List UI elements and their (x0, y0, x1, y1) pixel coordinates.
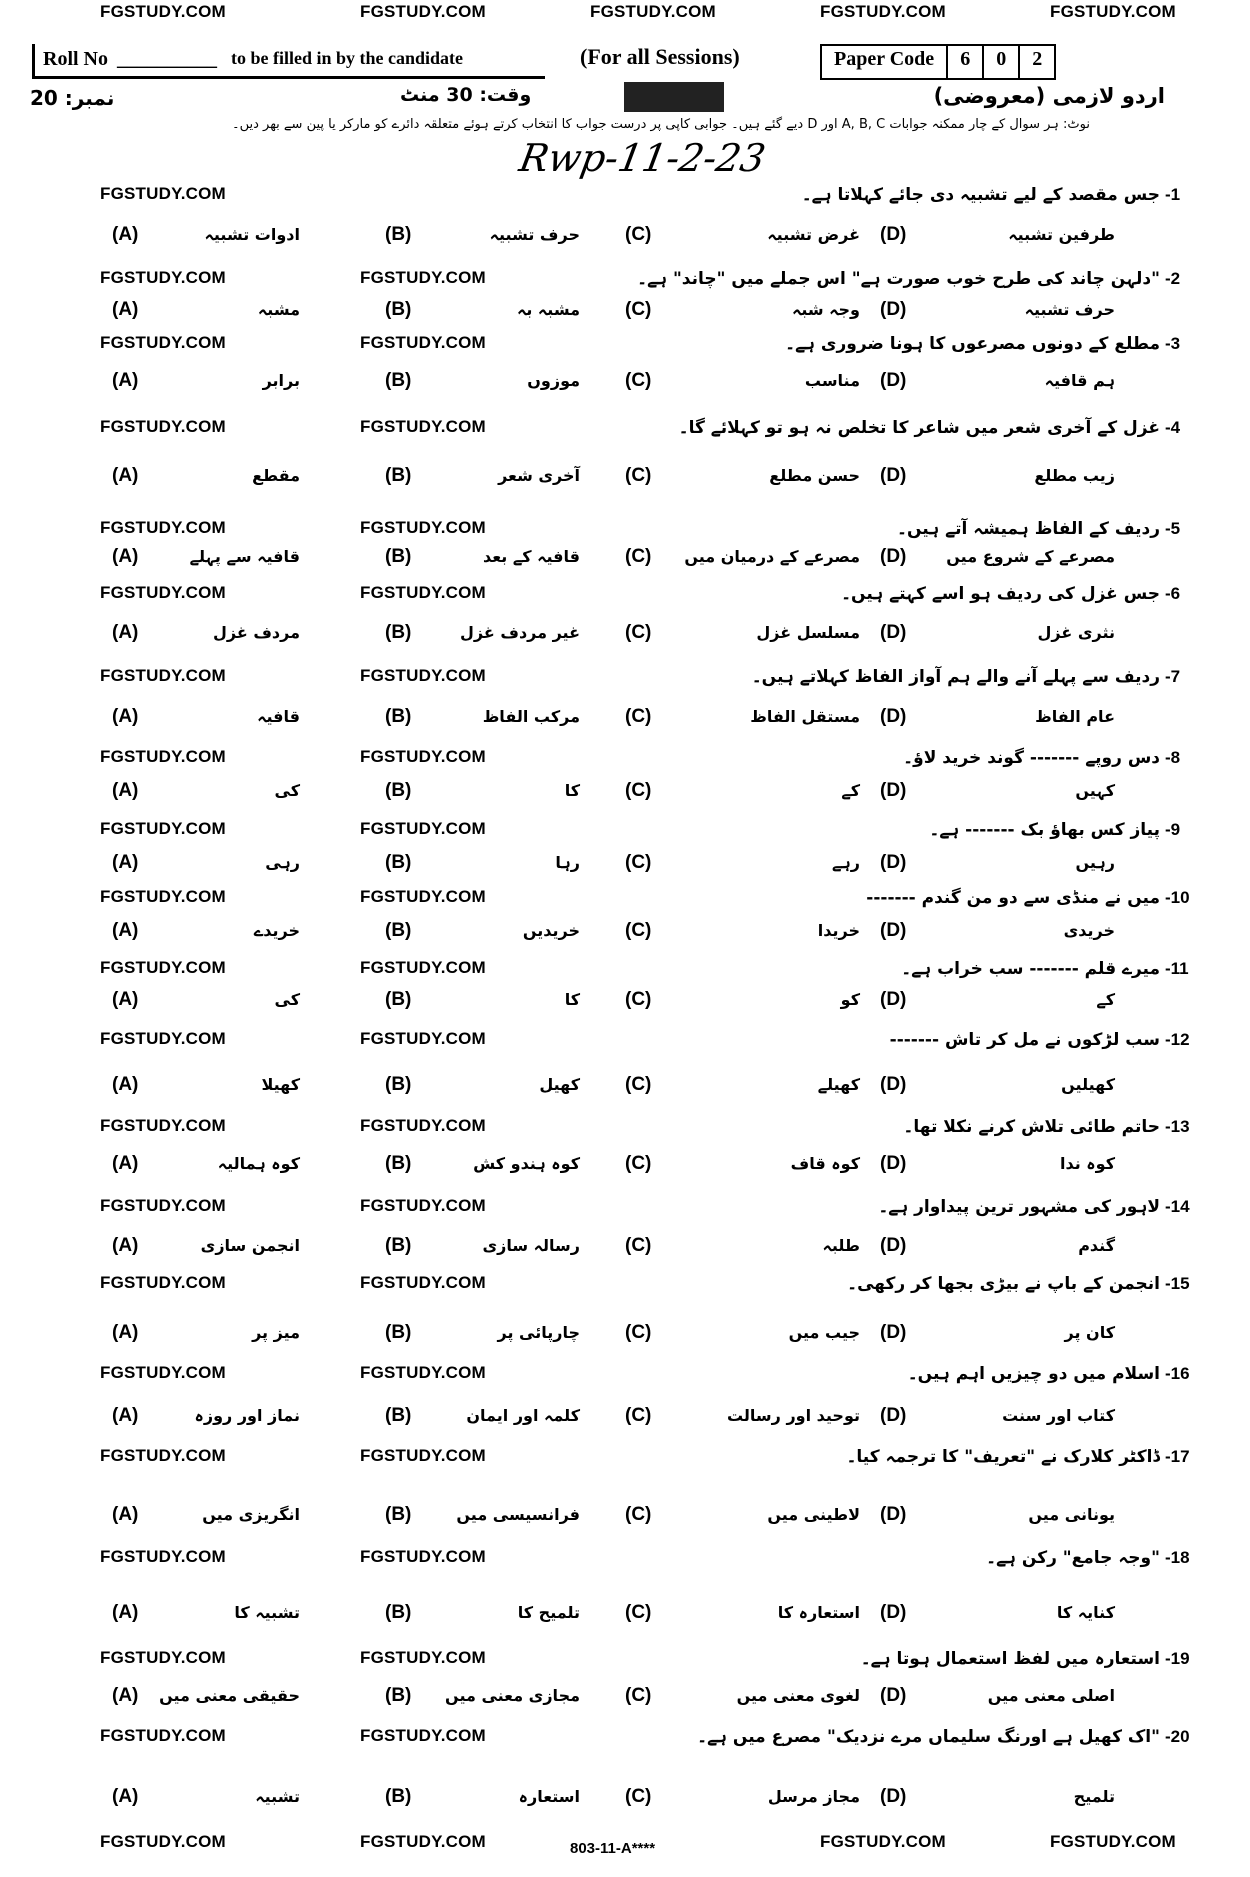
question-number: -14 (1165, 1197, 1190, 1216)
option-text-a: کھیلا (261, 1075, 300, 1094)
option-label-b: (B) (385, 1235, 412, 1256)
option-label-c: (C) (625, 852, 652, 873)
watermark-text: FGSTUDY.COM (820, 1832, 946, 1851)
option-label-a: (A) (112, 224, 139, 245)
option-label-c: (C) (625, 1504, 652, 1525)
roll-no-blank: __________ (117, 48, 217, 70)
option-text-c: مجاز مرسل (767, 1787, 860, 1806)
option-text-b: استعارہ (518, 1787, 580, 1806)
instructions: نوٹ: ہر سوال کے چار ممکنہ جوابات A, B, C اور D دیے گئے ہیں۔ جوابی کاپی پر درست جواب کا انتخاب کرتے ہوئے متعلقہ دائرے کو مارکر یا پین سے بھر دیں۔ (231, 117, 1090, 132)
option-label-c: (C) (625, 1074, 652, 1095)
question-text: میرے قلم ------- سب خراب ہے۔ (901, 959, 1160, 979)
option-label-b: (B) (385, 1602, 412, 1623)
option-label-d: (D) (880, 1235, 907, 1256)
option-text-c: کے (841, 781, 860, 800)
question-number: -10 (1165, 888, 1190, 907)
option-text-a: رہی (265, 853, 300, 872)
watermark-text: FGSTUDY.COM (360, 747, 486, 766)
option-label-a: (A) (112, 920, 139, 941)
watermark-text: FGSTUDY.COM (360, 1363, 486, 1382)
watermark-text: FGSTUDY.COM (100, 819, 226, 838)
option-text-d: کتاب اور سنت (1002, 1406, 1115, 1425)
option-label-a: (A) (112, 1685, 139, 1706)
watermark-text: FGSTUDY.COM (1050, 1832, 1176, 1851)
option-text-d: ہم قافیہ (1044, 371, 1115, 390)
paper-code-digit: 2 (1032, 48, 1043, 70)
option-label-c: (C) (625, 1685, 652, 1706)
option-label-b: (B) (385, 546, 412, 567)
question-text: ردیف سے پہلے آنے والے ہم آواز الفاظ کہلاتے ہیں۔ (751, 667, 1160, 687)
option-text-c: طلبہ (822, 1236, 860, 1255)
option-text-b: مجازی معنی میں (445, 1686, 580, 1705)
option-text-a: مقطع (252, 466, 300, 485)
option-text-a: انجمن سازی (200, 1236, 300, 1255)
option-text-a: تشبیہ کا (234, 1603, 300, 1622)
watermark-text: FGSTUDY.COM (100, 887, 226, 906)
watermark-text: FGSTUDY.COM (360, 1116, 486, 1135)
option-label-c: (C) (625, 1405, 652, 1426)
question-number: -11 (1165, 959, 1189, 978)
watermark-text: FGSTUDY.COM (100, 1363, 226, 1382)
option-text-a: انگریزی میں (202, 1505, 300, 1524)
subject-title: اردو لازمی (معروضی) (933, 84, 1165, 108)
option-text-c: خریدا (817, 921, 860, 940)
question-number: -4 (1165, 418, 1181, 437)
option-text-c: کو (840, 990, 860, 1009)
option-label-d: (D) (880, 706, 907, 727)
option-label-c: (C) (625, 706, 652, 727)
option-label-b: (B) (385, 852, 412, 873)
question-number: -3 (1165, 334, 1181, 353)
paper-code-digit: 6 (948, 46, 984, 78)
watermark-text: FGSTUDY.COM (360, 1832, 486, 1851)
option-text-b: موزوں (527, 371, 580, 390)
option-text-d: کہیں (1075, 781, 1115, 800)
question-text: غزل کے آخری شعر میں شاعر کا تخلص نہ ہو تو کہلائے گا۔ (678, 418, 1160, 438)
roll-no-box (32, 44, 545, 79)
option-label-b: (B) (385, 299, 412, 320)
option-label-a: (A) (112, 1504, 139, 1525)
question-text: "دلہن چاند کی طرح خوب صورت ہے" اس جملے میں "چاند" ہے۔ (637, 269, 1160, 289)
option-label-a: (A) (112, 546, 139, 567)
watermark-text: FGSTUDY.COM (360, 1446, 486, 1465)
footer-code: 803-11-A**** (570, 1840, 656, 1857)
watermark-text: FGSTUDY.COM (100, 1029, 226, 1048)
question-text: سب لڑکوں نے مل کر تاش ------- (889, 1030, 1160, 1050)
question-text: ردیف کے الفاظ ہمیشہ آتے ہیں۔ (897, 519, 1160, 539)
option-label-c: (C) (625, 370, 652, 391)
option-text-d: طرفین تشبیہ (1008, 225, 1115, 244)
option-text-a: مشبہ (257, 300, 300, 319)
question-number: -20 (1165, 1727, 1190, 1746)
watermark-text: FGSTUDY.COM (360, 1273, 486, 1292)
stamp-block (624, 82, 724, 112)
option-text-d: حرف تشبیہ (1024, 300, 1115, 319)
option-label-b: (B) (385, 780, 412, 801)
question-number: -5 (1165, 519, 1181, 538)
option-label-c: (C) (625, 780, 652, 801)
option-label-a: (A) (112, 1405, 139, 1426)
watermark-text: FGSTUDY.COM (360, 666, 486, 685)
watermark-text: FGSTUDY.COM (360, 1029, 486, 1048)
handwritten-note: Rwp-11-2-23 (516, 136, 769, 180)
option-text-d: کنایہ کا (1056, 1603, 1115, 1622)
option-label-a: (A) (112, 1074, 139, 1095)
question-text: اسلام میں دو چیزیں اہم ہیں۔ (907, 1364, 1160, 1384)
question-number: -2 (1165, 269, 1181, 288)
option-text-a: کوہ ہمالیہ (217, 1154, 300, 1173)
question-number: -13 (1165, 1117, 1190, 1136)
option-text-b: کا (564, 781, 580, 800)
option-label-b: (B) (385, 706, 412, 727)
option-text-c: توحید اور رسالت (726, 1406, 860, 1425)
watermark-text: FGSTUDY.COM (100, 268, 226, 287)
option-text-a: میز پر (252, 1323, 300, 1342)
option-text-d: خریدی (1063, 921, 1115, 940)
option-text-d: مصرعے کے شروع میں (946, 547, 1115, 566)
question-text: حاتم طائی تلاش کرنے نکلا تھا۔ (903, 1117, 1160, 1137)
watermark-text: FGSTUDY.COM (100, 518, 226, 537)
watermark-text: FGSTUDY.COM (100, 1116, 226, 1135)
watermark-text: FGSTUDY.COM (1050, 2, 1176, 21)
option-label-d: (D) (880, 852, 907, 873)
option-label-a: (A) (112, 1322, 139, 1343)
option-label-b: (B) (385, 224, 412, 245)
option-text-c: جیب میں (788, 1323, 860, 1342)
option-label-c: (C) (625, 1153, 652, 1174)
option-text-b: غیر مردف غزل (460, 623, 580, 642)
option-text-b: رسالہ سازی (482, 1236, 580, 1255)
question-number: -8 (1165, 748, 1181, 767)
watermark-text: FGSTUDY.COM (360, 1547, 486, 1566)
option-label-a: (A) (112, 622, 139, 643)
question-text: جس غزل کی ردیف ہو اسے کہتے ہیں۔ (841, 584, 1160, 604)
option-text-d: کان پر (1064, 1323, 1115, 1342)
option-text-a: نماز اور روزہ (194, 1406, 300, 1425)
option-text-b: قافیہ کے بعد (483, 547, 580, 566)
paper-code-digit: 0 (984, 46, 1020, 78)
option-text-a: برابر (262, 371, 300, 390)
watermark-text: FGSTUDY.COM (100, 333, 226, 352)
option-text-a: خریدے (253, 921, 300, 940)
watermark-text: FGSTUDY.COM (100, 1726, 226, 1745)
option-text-b: رہا (555, 853, 580, 872)
option-text-d: کے (1096, 990, 1115, 1009)
question-text: میں نے منڈی سے دو من گندم ------- (866, 888, 1160, 908)
option-label-c: (C) (625, 1235, 652, 1256)
option-label-d: (D) (880, 546, 907, 567)
watermark-text: FGSTUDY.COM (100, 184, 226, 203)
option-label-a: (A) (112, 989, 139, 1010)
option-text-d: عام الفاظ (1035, 707, 1115, 726)
option-text-c: لاطینی میں (767, 1505, 860, 1524)
option-text-b: کلمہ اور ایمان (466, 1406, 580, 1425)
option-text-b: فرانسیسی میں (456, 1505, 580, 1524)
question-text: "وجہ جامع" رکن ہے۔ (986, 1548, 1160, 1568)
question-number: -17 (1165, 1447, 1190, 1466)
watermark-text: FGSTUDY.COM (100, 1832, 226, 1851)
option-text-d: کھیلیں (1061, 1075, 1115, 1094)
option-text-d: گندم (1078, 1236, 1115, 1255)
option-label-b: (B) (385, 1405, 412, 1426)
paper-code-label: Paper Code (822, 46, 948, 78)
option-text-b: مشبہ بہ (516, 300, 580, 319)
watermark-text: FGSTUDY.COM (100, 417, 226, 436)
option-label-c: (C) (625, 989, 652, 1010)
option-label-c: (C) (625, 465, 652, 486)
option-label-d: (D) (880, 299, 907, 320)
option-label-c: (C) (625, 224, 652, 245)
option-label-d: (D) (880, 370, 907, 391)
watermark-text: FGSTUDY.COM (100, 1547, 226, 1566)
option-text-b: کوہ ہندو کش (473, 1154, 580, 1173)
option-label-d: (D) (880, 1322, 907, 1343)
option-label-d: (D) (880, 622, 907, 643)
watermark-text: FGSTUDY.COM (360, 333, 486, 352)
question-number: -12 (1165, 1030, 1190, 1049)
option-text-c: مستقل الفاظ (750, 707, 860, 726)
option-text-a: کی (274, 990, 300, 1009)
option-label-a: (A) (112, 706, 139, 727)
watermark-text: FGSTUDY.COM (100, 2, 226, 21)
option-label-b: (B) (385, 1685, 412, 1706)
option-label-d: (D) (880, 920, 907, 941)
option-label-d: (D) (880, 1602, 907, 1623)
question-number: -18 (1165, 1548, 1190, 1567)
watermark-text: FGSTUDY.COM (100, 583, 226, 602)
option-text-a: تشبیہ (255, 1787, 300, 1806)
watermark-text: FGSTUDY.COM (360, 1726, 486, 1745)
option-text-c: کھیلے (817, 1075, 860, 1094)
option-text-b: خریدیں (522, 921, 580, 940)
option-text-d: زیب مطلع (1034, 466, 1115, 485)
option-text-c: وجہ شبہ (791, 300, 860, 319)
option-label-d: (D) (880, 989, 907, 1010)
option-label-b: (B) (385, 1153, 412, 1174)
option-text-d: یونانی میں (1028, 1505, 1115, 1524)
watermark-text: FGSTUDY.COM (100, 666, 226, 685)
watermark-text: FGSTUDY.COM (360, 1196, 486, 1215)
question-number: -16 (1165, 1364, 1190, 1383)
option-text-c: استعارہ کا (777, 1603, 860, 1622)
option-label-d: (D) (880, 1786, 907, 1807)
option-label-b: (B) (385, 370, 412, 391)
watermark-text: FGSTUDY.COM (360, 417, 486, 436)
option-label-d: (D) (880, 465, 907, 486)
option-text-b: کھیل (539, 1075, 580, 1094)
question-number: -1 (1165, 185, 1181, 204)
option-text-c: رہے (832, 853, 860, 872)
option-label-b: (B) (385, 989, 412, 1010)
option-text-c: لغوی معنی میں (736, 1686, 860, 1705)
watermark-text: FGSTUDY.COM (100, 1196, 226, 1215)
question-text: جس مقصد کے لیے تشبیہ دی جائے کہلاتا ہے۔ (801, 185, 1160, 205)
question-number: -19 (1165, 1649, 1190, 1668)
option-text-b: چارپائی پر (497, 1323, 580, 1342)
option-label-c: (C) (625, 920, 652, 941)
option-text-d: کوہ ندا (1059, 1154, 1115, 1173)
option-label-d: (D) (880, 1405, 907, 1426)
watermark-text: FGSTUDY.COM (100, 1648, 226, 1667)
option-text-c: مناسب (804, 371, 860, 390)
option-text-c: کوہ قاف (790, 1154, 860, 1173)
option-text-c: غرض تشبیہ (767, 225, 860, 244)
question-text: انجمن کے باپ نے بیڑی بجھا کر رکھی۔ (847, 1274, 1160, 1294)
option-label-b: (B) (385, 1504, 412, 1525)
question-text: پیاز کس بھاؤ بک ------- ہے۔ (929, 820, 1160, 840)
option-label-a: (A) (112, 780, 139, 801)
option-label-b: (B) (385, 1074, 412, 1095)
option-label-b: (B) (385, 1322, 412, 1343)
watermark-text: FGSTUDY.COM (590, 2, 716, 21)
watermark-text: FGSTUDY.COM (360, 887, 486, 906)
question-text: "اک کھیل ہے اورنگ سلیماں مرے نزدیک" مصرع میں ہے۔ (697, 1727, 1160, 1747)
option-label-b: (B) (385, 465, 412, 486)
option-text-d: تلمیح (1073, 1787, 1115, 1806)
option-label-c: (C) (625, 546, 652, 567)
watermark-text: FGSTUDY.COM (100, 958, 226, 977)
roll-no-label: Roll No (43, 48, 108, 70)
option-text-a: ادوات تشبیہ (204, 225, 300, 244)
question-number: -9 (1165, 820, 1181, 839)
watermark-text: FGSTUDY.COM (360, 518, 486, 537)
watermark-text: FGSTUDY.COM (360, 583, 486, 602)
option-label-a: (A) (112, 465, 139, 486)
watermark-text: FGSTUDY.COM (360, 1648, 486, 1667)
question-text: دس روپے ------- گوند خرید لاؤ۔ (903, 748, 1160, 768)
total-marks: نمبر: 20 (30, 86, 115, 110)
option-text-a: مردف غزل (213, 623, 300, 642)
option-label-d: (D) (880, 1685, 907, 1706)
question-text: ڈاکٹر کلارک نے "تعریف" کا ترجمہ کیا۔ (846, 1447, 1160, 1467)
option-text-c: مسلسل غزل (756, 623, 860, 642)
option-text-b: حرف تشبیہ (489, 225, 580, 244)
option-text-a: قافیہ (257, 707, 300, 726)
option-label-a: (A) (112, 370, 139, 391)
option-text-b: کا (564, 990, 580, 1009)
option-label-a: (A) (112, 1602, 139, 1623)
option-text-d: رہیں (1075, 853, 1115, 872)
option-label-d: (D) (880, 1504, 907, 1525)
question-text: استعارہ میں لفظ استعمال ہوتا ہے۔ (860, 1649, 1160, 1669)
option-label-d: (D) (880, 1153, 907, 1174)
option-text-a: قافیہ سے پہلے (189, 547, 300, 566)
option-text-d: نثری غزل (1037, 623, 1115, 642)
option-label-c: (C) (625, 299, 652, 320)
option-label-d: (D) (880, 224, 907, 245)
question-text: مطلع کے دونوں مصرعوں کا ہونا ضروری ہے۔ (785, 334, 1160, 354)
option-text-d: اصلی معنی میں (987, 1686, 1115, 1705)
option-label-b: (B) (385, 622, 412, 643)
watermark-text: FGSTUDY.COM (820, 2, 946, 21)
option-label-d: (D) (880, 1074, 907, 1095)
question-text: لاہور کی مشہور ترین پیداوار ہے۔ (878, 1197, 1160, 1217)
option-label-a: (A) (112, 852, 139, 873)
option-label-b: (B) (385, 920, 412, 941)
option-label-a: (A) (112, 299, 139, 320)
option-label-d: (D) (880, 780, 907, 801)
option-text-b: تلمیح کا (517, 1603, 580, 1622)
watermark-text: FGSTUDY.COM (100, 1446, 226, 1465)
option-text-c: مصرعے کے درمیان میں (684, 547, 860, 566)
option-label-b: (B) (385, 1786, 412, 1807)
option-label-a: (A) (112, 1235, 139, 1256)
question-number: -7 (1165, 667, 1181, 686)
question-number: -6 (1165, 584, 1181, 603)
time-allowed: وقت: 30 منٹ (400, 84, 532, 106)
watermark-text: FGSTUDY.COM (360, 958, 486, 977)
option-text-a: حقیقی معنی میں (159, 1686, 300, 1705)
watermark-text: FGSTUDY.COM (100, 1273, 226, 1292)
option-label-c: (C) (625, 1602, 652, 1623)
paper-code-box (820, 44, 1056, 80)
watermark-text: FGSTUDY.COM (360, 2, 486, 21)
option-text-a: کی (274, 781, 300, 800)
question-number: -15 (1165, 1274, 1190, 1293)
option-text-c: حسن مطلع (769, 466, 860, 485)
sessions-label: (For all Sessions) (580, 44, 740, 69)
watermark-text: FGSTUDY.COM (360, 819, 486, 838)
option-label-c: (C) (625, 1786, 652, 1807)
option-text-b: آخری شعر (498, 466, 580, 485)
watermark-text: FGSTUDY.COM (100, 747, 226, 766)
roll-no-note: to be filled in by the candidate (231, 48, 464, 68)
option-label-a: (A) (112, 1153, 139, 1174)
option-text-b: مرکب الفاظ (482, 707, 580, 726)
option-label-c: (C) (625, 1322, 652, 1343)
option-label-a: (A) (112, 1786, 139, 1807)
option-label-c: (C) (625, 622, 652, 643)
watermark-text: FGSTUDY.COM (360, 268, 486, 287)
